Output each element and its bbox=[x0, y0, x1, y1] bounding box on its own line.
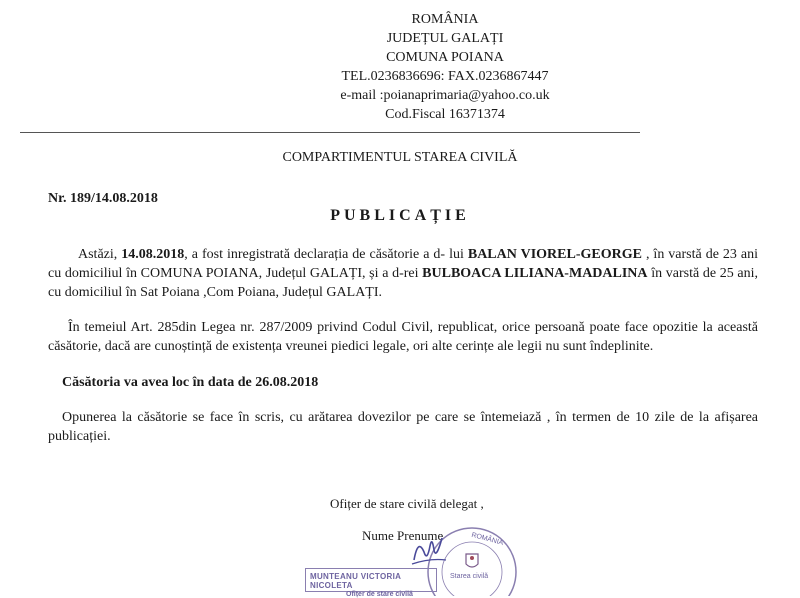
document-title: PUBLICAȚIE bbox=[330, 207, 470, 224]
p1-end: în varstă de 25 ani, cu domiciliul în Sat Poiana ,Com Poiana, Județul GALAȚI. bbox=[48, 266, 758, 300]
p1-pre: Astăzi, bbox=[78, 247, 122, 262]
svg-text:ROMÂNIA: ROMÂNIA bbox=[470, 531, 504, 547]
fiscal-code: Cod.Fiscal 16371374 bbox=[385, 107, 505, 122]
stamp-sub: Ofițer de stare civilă bbox=[346, 591, 413, 598]
county: JUDEȚUL GALAȚI bbox=[386, 31, 504, 46]
email: e-mail :poianaprimaria@yahoo.co.uk bbox=[340, 88, 550, 103]
commune: COMUNA POIANA bbox=[386, 50, 504, 65]
p1-mid2: , în varstă de 23 ani cu domiciliul în COMUNA POIANA, Județul GALAȚI, și a d-rei bbox=[48, 247, 759, 281]
paragraph-opposition: Opunerea la căsătorie se face în scris, cu arătarea dovezilor pe care se întemeiază , în termen de 10 zile de la afișarea publicației. bbox=[48, 410, 758, 444]
signature-icon bbox=[410, 530, 450, 570]
paragraph-wedding-date: Căsătoria va avea loc în data de 26.08.2018 bbox=[62, 375, 319, 390]
bride-name: BULBOACA LILIANA-MADALINA bbox=[422, 266, 648, 281]
paragraph-legal: În temeiul Art. 285din Legea nr. 287/2009 privind Codul Civil, republicat, orice persoană poate face opozitie la această căsătorie, dacă are cunoștință de existența vreunei piedici legale, ori alte cerințe ale legii nu sunt îndeplinite. bbox=[48, 320, 758, 354]
country: ROMÂNIA bbox=[411, 12, 479, 27]
svg-text:Starea civilă: Starea civilă bbox=[450, 573, 489, 580]
stamp-name: MUNTEANU VICTORIA NICOLETA bbox=[310, 572, 401, 590]
phone-fax: TEL.0236836696: FAX.0236867447 bbox=[341, 69, 549, 84]
header-divider bbox=[20, 132, 640, 133]
document-number: Nr. 189/14.08.2018 bbox=[48, 191, 158, 206]
paragraph-declaration bbox=[48, 245, 758, 302]
name-label: Nume Prenume bbox=[362, 528, 444, 543]
groom-name: BALAN VIOREL-GEORGE bbox=[467, 247, 642, 262]
p1-mid1: , a fost inregistrată declarația de căsătorie a d- lui bbox=[184, 247, 468, 262]
officer-label: Ofițer de stare civilă delegat , bbox=[330, 496, 484, 511]
letterhead bbox=[0, 10, 800, 124]
p1-date: 14.08.2018 bbox=[121, 247, 185, 262]
officer-stamp bbox=[305, 568, 437, 598]
department: COMPARTIMENTUL STAREA CIVILĂ bbox=[282, 150, 518, 165]
